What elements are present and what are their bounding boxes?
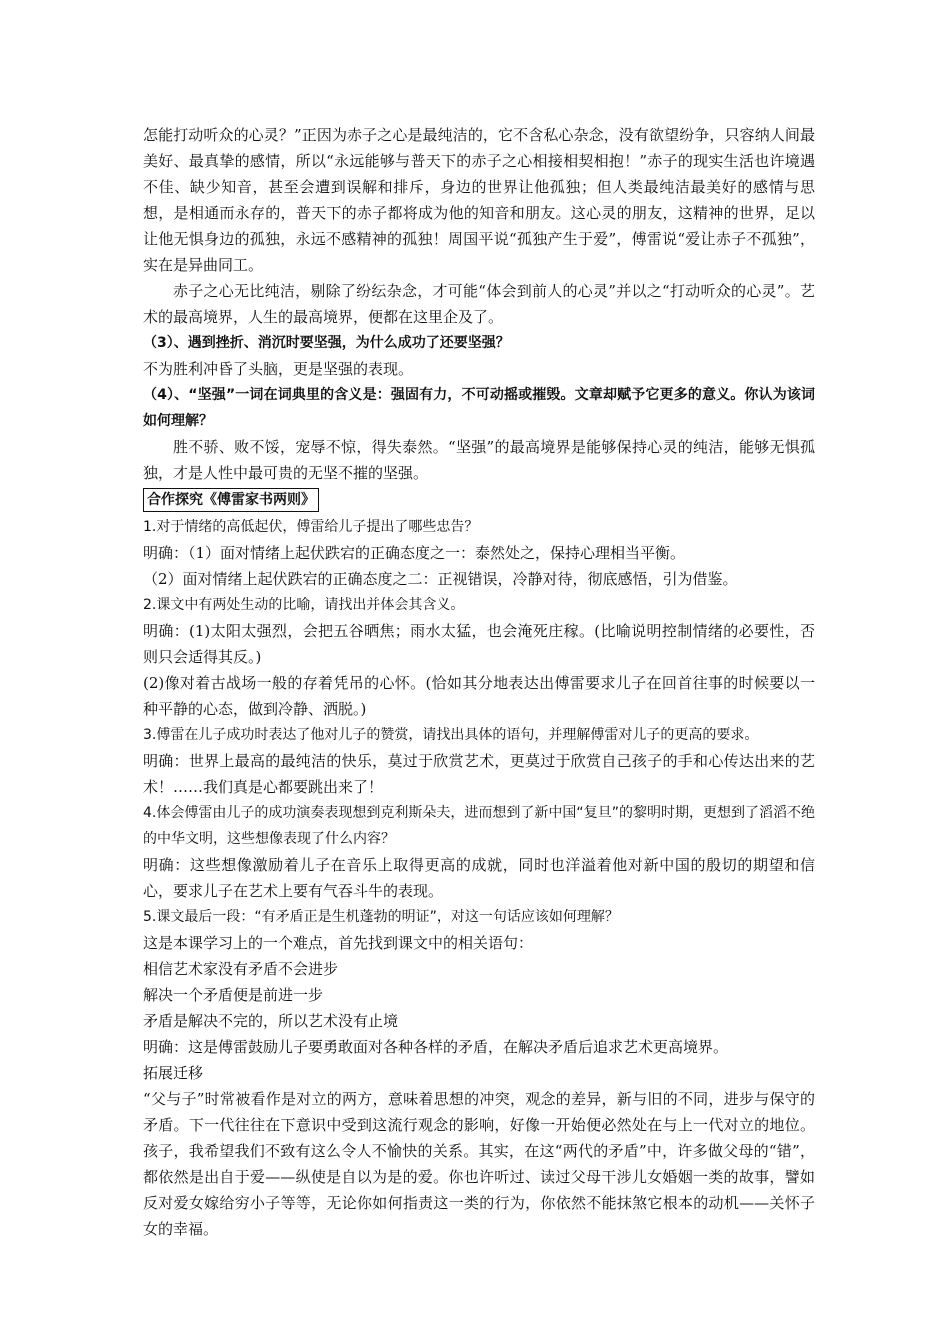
section-heading-cooperative-inquiry: 合作探究《傅雷家书两则》 xyxy=(143,488,319,512)
coop-answer-2a: 明确：(1)太阳太强烈，会把五谷晒焦；雨水太猛，也会淹死庄稼。(比喻说明控制情绪的必要性，否则只会适得其反。) xyxy=(143,622,815,666)
paragraph-pure-heart: 赤子之心无比纯洁，剔除了纷纭杂念，才可能“体会到前人的心灵”并以之“打动听众的心灵”。艺术的最高境界，人生的最高境界，便都在这里企及了。 xyxy=(143,282,815,326)
coop-answer-5-intro: 这是本课学习上的一个难点，首先找到课文中的相关语句： xyxy=(143,934,534,952)
section-heading-extension: 拓展迁移 xyxy=(143,1064,204,1082)
extension-paragraph: “父与子”时常被看作是对立的两方，意味着思想的冲突，观念的差异，新与旧的不同，进步与保守的矛盾。下一代往往在下意识中受到这流行观念的影响，好像一开始便必然处在与上一代对立的地位。孩子，我希望我们不致有这么令人不愉快的关系。其实，在这“两代的矛盾”中，许多做父母的“错”，都依然是出自于爱——纵使是自以为是的爱。你也许听过、读过父母干涉儿女婚姻一类的故事，譬如反对爱女嫁给穷小子等等，无论你如何指责这一类的行为，你依然不能抹煞它根本的动机——关怀子女的幸福。 xyxy=(143,1090,815,1238)
paragraph-chizi-heart: 怎能打动听众的心灵？”正因为赤子之心是最纯洁的，它不含私心杂念，没有欲望纷争，只容纳人间最美好、最真挚的感情，所以“永远能够与普天下的赤子之心相接相契相抱！”赤子的现实生活也许境遇不佳、缺少知音，甚至会遭到误解和排斥，身边的世界让他孤独；但人类最纯洁最美好的感情与思想，是相通而永存的，普天下的赤子都将成为他的知音和朋友。这心灵的朋友，这精神的世界，足以让他无惧身边的孤独，永远不感精神的孤独！周国平说“孤独产生于爱”，傅雷说“爱让赤子不孤独”，实在是异曲同工。 xyxy=(143,126,815,274)
coop-question-3: 3.傅雷在儿子成功时表达了他对儿子的赞赏，请找出具体的语句，并理解傅雷对儿子的更高的要求。 xyxy=(143,727,759,743)
coop-question-1: 1.对于情绪的高低起伏，傅雷给儿子提出了哪些忠告？ xyxy=(143,519,479,535)
coop-question-5: 5.课文最后一段：“有矛盾正是生机蓬勃的明证”，对这一句话应该如何理解？ xyxy=(143,909,619,925)
coop-question-2: 2.课文中有两处生动的比喻，请找出并体会其含义。 xyxy=(143,597,465,613)
coop-quote-3: 矛盾是解决不完的，所以艺术没有止境 xyxy=(143,1012,399,1030)
coop-answer-5: 明确：这是傅雷鼓励儿子要勇敢面对各种各样的矛盾，在解决矛盾后追求艺术更高境界。 xyxy=(143,1038,729,1056)
answer-4: 胜不骄、败不馁，宠辱不惊，得失泰然。“坚强”的最高境界是能够保持心灵的纯洁，能够无惧孤独，才是人性中最可贵的无坚不摧的坚强。 xyxy=(143,438,815,482)
answer-3: 不为胜利冲昏了头脑，更是坚强的表现。 xyxy=(143,360,414,378)
coop-answer-1a: 明确：（1）面对情绪上起伏跌宕的正确态度之一：泰然处之，保持心理相当平衡。 xyxy=(143,544,686,562)
coop-quote-2: 解决一个矛盾便是前进一步 xyxy=(143,986,324,1004)
document-body xyxy=(143,122,815,1242)
coop-question-4: 4.体会傅雷由儿子的成功演奏表现想到克利斯朵夫，进而想到了新中国“复旦”的黎明时期，更想到了滔滔不绝的中华文明，这些想像表现了什么内容？ xyxy=(143,805,815,847)
coop-answer-2b: (2)像对着古战场一般的存着凭吊的心怀。(恰如其分地表达出傅雷要求儿子在回首往事的时候要以一种平静的心态，做到冷静、洒脱。) xyxy=(143,674,815,718)
coop-answer-4: 明确：这些想像激励着儿子在音乐上取得更高的成就，同时也洋溢着他对新中国的殷切的期望和信心，要求儿子在艺术上要有气吞斗牛的表现。 xyxy=(143,856,815,900)
coop-quote-1: 相信艺术家没有矛盾不会进步 xyxy=(143,960,339,978)
question-4: （4）、“坚强”一词在词典里的含义是：强固有力，不可动摇或摧毁。文章却赋予它更多的意义。你认为该词如何理解？ xyxy=(143,387,815,429)
coop-answer-1b: （2）面对情绪上起伏跌宕的正确态度之二：正视错误，冷静对待，彻底感悟，引为借鉴。 xyxy=(143,570,738,588)
question-3: （3）、遇到挫折、消沉时要坚强，为什么成功了还要坚强？ xyxy=(143,335,510,351)
coop-answer-3: 明确：世界上最高的最纯洁的快乐，莫过于欣赏艺术，更莫过于欣赏自己孩子的手和心传达出来的艺术！……我们真是心都要跳出来了！ xyxy=(143,752,815,796)
